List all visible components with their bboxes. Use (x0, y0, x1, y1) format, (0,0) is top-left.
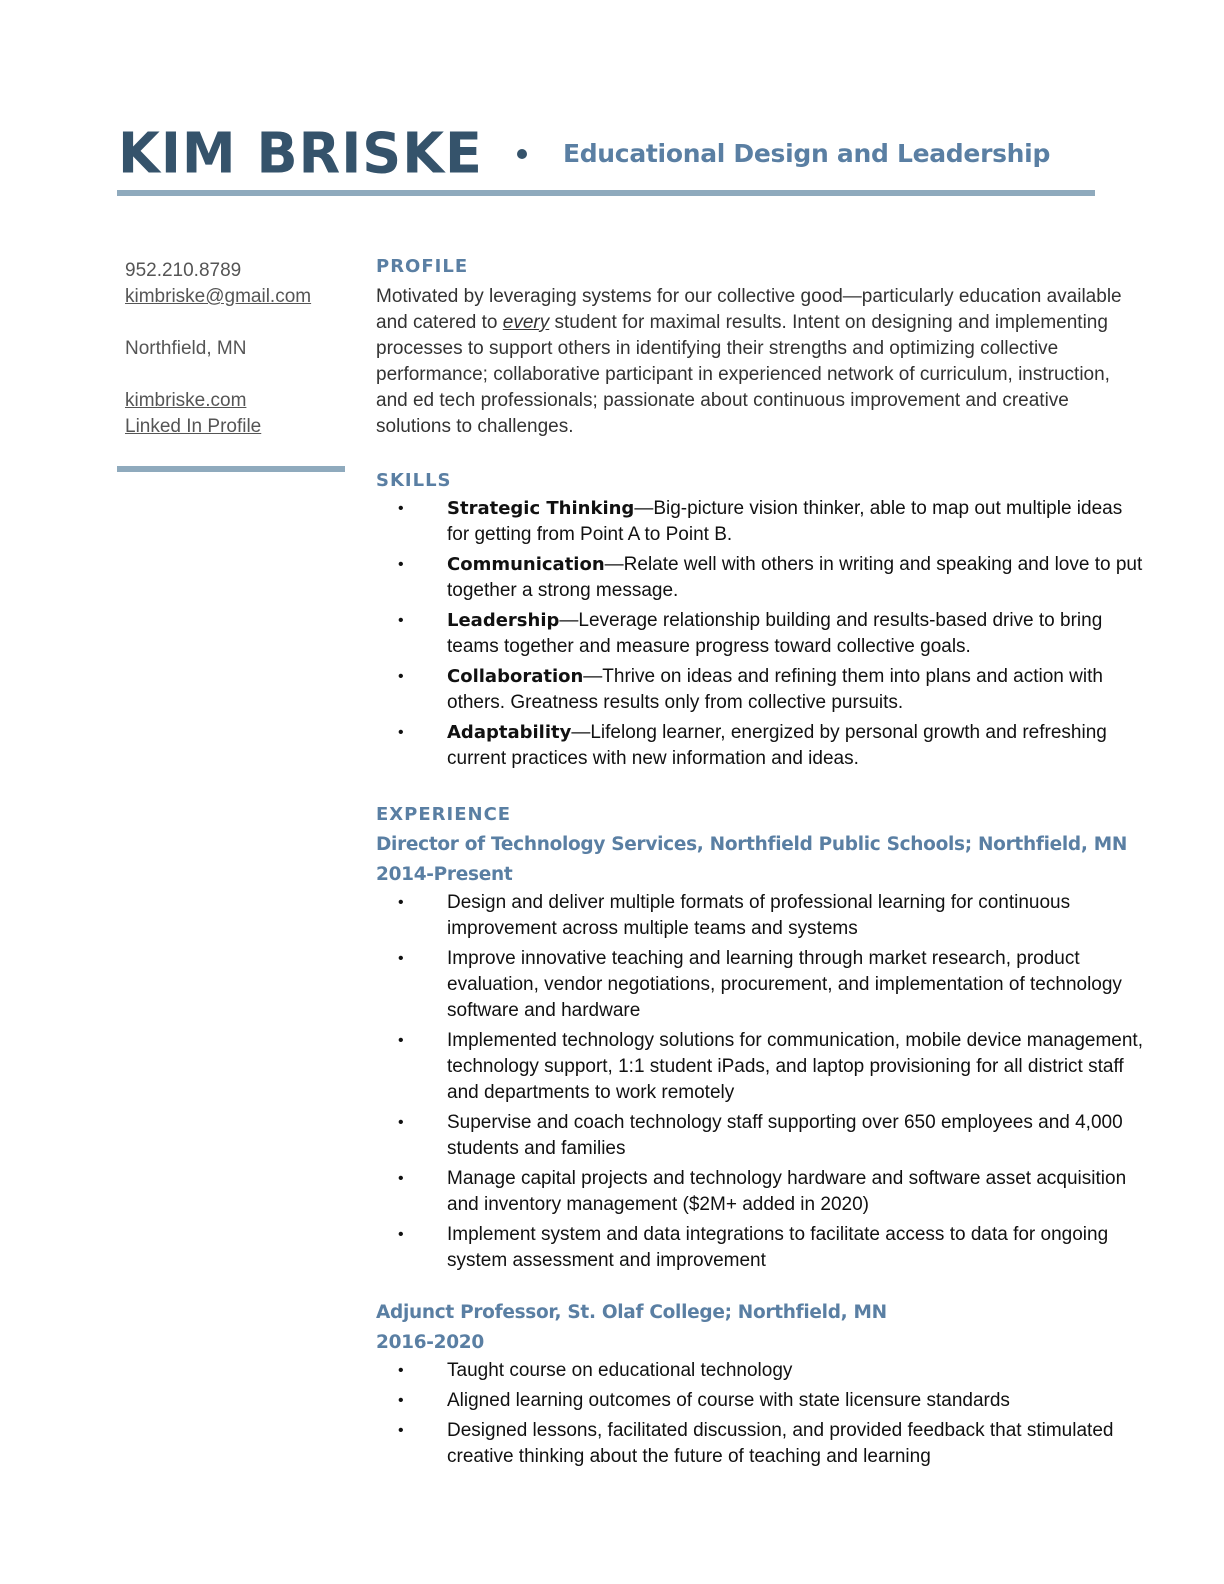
job-bullet-text: Designed lessons, facilitated discussion, and provided feedback that stimulated creative thinking about the future of teaching and learning (447, 1420, 1114, 1467)
skill-name: Adaptability (447, 722, 572, 743)
list-item (376, 1166, 1146, 1218)
list-item (376, 1418, 1146, 1470)
job-dates: 2014-Present (376, 864, 513, 885)
job-bullet-text: Manage capital projects and technology hardware and software asset acquisition and inventory management ($2M+ added in 2020) (447, 1168, 1127, 1215)
bullet-icon: • (398, 1170, 404, 1187)
list-item (376, 496, 1146, 548)
skills-list (376, 496, 1146, 772)
skill-name: Strategic Thinking (447, 498, 635, 519)
bullet-icon: • (398, 1032, 404, 1049)
candidate-tagline: Educational Design and Leadership (562, 139, 1051, 168)
job-title: Adjunct Professor, St. Olaf College; Northfield, MN (376, 1302, 887, 1323)
skills-heading: SKILLS (376, 470, 452, 491)
profile-heading: PROFILE (376, 256, 469, 277)
header-divider (117, 190, 1095, 196)
sidebar-divider (117, 466, 345, 472)
job-bullet-text: Taught course on educational technology (447, 1360, 793, 1381)
job-bullet-text: Design and deliver multiple formats of professional learning for continuous improvement across multiple teams and systems (447, 892, 1071, 939)
profile-text-emphasis: every (502, 312, 550, 333)
section-spacer (376, 440, 1146, 466)
resume-header (118, 122, 1050, 185)
bullet-icon: • (398, 1422, 404, 1439)
sidebar-gap (125, 310, 345, 336)
list-item (376, 720, 1146, 772)
location-text: Northfield, MN (125, 338, 247, 359)
list-item (376, 890, 1146, 942)
job-bullets (376, 890, 1146, 1274)
skill-description: —Lifelong learner, energized by personal growth and refreshing current practices with new information and ideas. (447, 722, 1107, 769)
main-content (376, 252, 1146, 1474)
list-item (376, 608, 1146, 660)
bullet-icon: • (398, 668, 404, 685)
list-item (376, 552, 1146, 604)
job-title: Director of Technology Services, Northfield Public Schools; Northfield, MN (376, 834, 1127, 855)
bullet-icon: • (398, 1226, 404, 1243)
contact-sidebar (125, 258, 345, 440)
website-link[interactable]: kimbriske.com (125, 390, 247, 411)
header-separator-dot (517, 149, 527, 159)
bullet-icon: • (398, 1392, 404, 1409)
bullet-icon: • (398, 950, 404, 967)
phone-number: 952.210.8789 (125, 260, 242, 281)
profile-text-start: Motivated by leveraging systems for our collective good—particularly education available and catered to (376, 286, 1122, 333)
job-bullet-text: Aligned learning outcomes of course with state licensure standards (447, 1390, 1010, 1411)
profile-text-end: student for maximal results. Intent on designing and implementing processes to support others in identifying their strengths and optimizing collective performance; collaborative participant in experienced network of curriculum, instruction, and ed tech professionals; passionate about continuous improvement and creative solutions to challenges. (376, 312, 1110, 437)
bullet-icon: • (398, 894, 404, 911)
section-spacer (376, 776, 1146, 800)
email-link[interactable]: kimbriske@gmail.com (125, 286, 312, 307)
job-bullet-text: Implemented technology solutions for communication, mobile device management, technology support, 1:1 student iPads, and laptop provisioning for all district staff and departments to work remotely (447, 1030, 1143, 1103)
list-item (376, 1028, 1146, 1106)
job-bullets (376, 1358, 1146, 1470)
job-bullet-text: Implement system and data integrations to facilitate access to data for ongoing system assessment and improvement (447, 1224, 1109, 1271)
bullet-icon: • (398, 1114, 404, 1131)
skill-name: Communication (447, 554, 605, 575)
skill-description: —Relate well with others in writing and speaking and love to put together a strong message. (447, 554, 1143, 601)
list-item (376, 1222, 1146, 1274)
bullet-icon: • (398, 724, 404, 741)
job-dates: 2016-2020 (376, 1332, 484, 1353)
bullet-icon: • (398, 500, 404, 517)
bullet-icon: • (398, 556, 404, 573)
bullet-icon: • (398, 1362, 404, 1379)
experience-heading: EXPERIENCE (376, 804, 512, 825)
skill-description: —Leverage relationship building and results-based drive to bring teams together and measure progress toward collective goals. (447, 610, 1103, 657)
sidebar-gap (125, 362, 345, 388)
list-item (376, 1358, 1146, 1384)
profile-paragraph (376, 284, 1146, 440)
list-item (376, 1388, 1146, 1414)
list-item (376, 946, 1146, 1024)
job-bullet-text: Supervise and coach technology staff supporting over 650 employees and 4,000 students and families (447, 1112, 1123, 1159)
bullet-icon: • (398, 612, 404, 629)
skill-name: Collaboration (447, 666, 584, 687)
skill-description: —Big-picture vision thinker, able to map out multiple ideas for getting from Point A to Point B. (447, 498, 1123, 545)
skill-name: Leadership (447, 610, 560, 631)
list-item (376, 1110, 1146, 1162)
linkedin-link[interactable]: Linked In Profile (125, 416, 262, 437)
candidate-name: KIM BRISKE (118, 120, 483, 187)
section-spacer (376, 1278, 1146, 1298)
skill-description: —Thrive on ideas and refining them into plans and action with others. Greatness results only from collective pursuits. (447, 666, 1103, 713)
job-bullet-text: Improve innovative teaching and learning through market research, product evaluation, vendor negotiations, procurement, and implementation of technology software and hardware (447, 948, 1122, 1021)
list-item (376, 664, 1146, 716)
